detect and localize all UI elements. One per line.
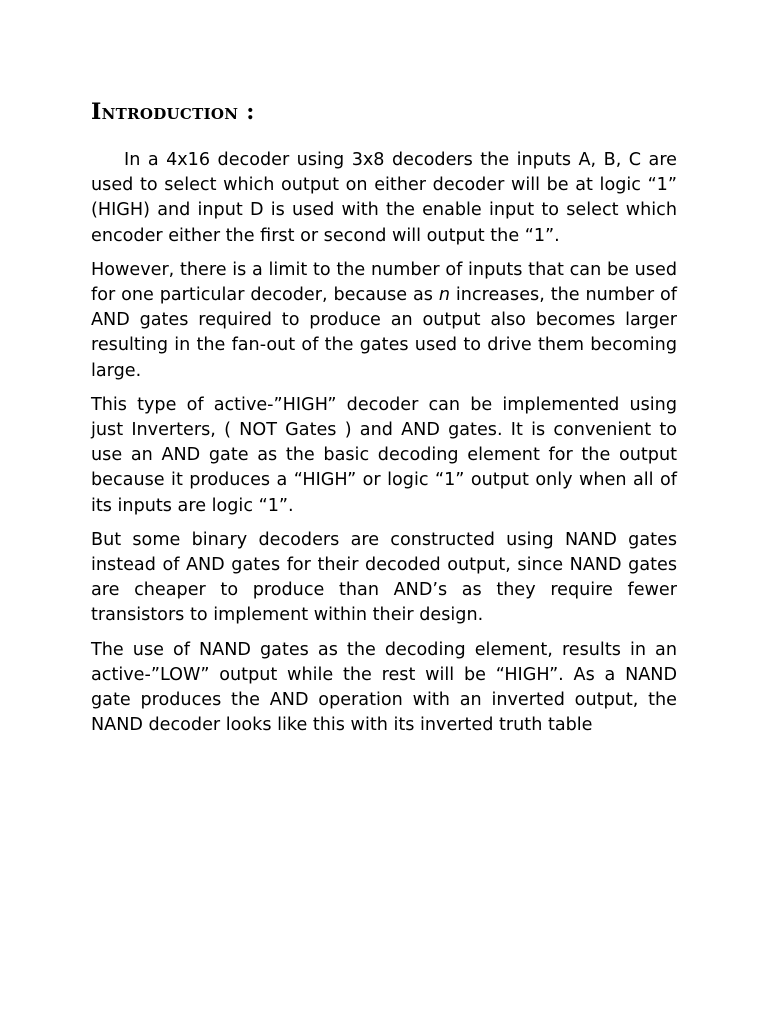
- paragraph-2-text-b: increases, the number of AND gates required to produce an output also becomes larger resulting in the fan-out of the gates used to drive them becoming large.: [91, 285, 678, 381]
- paragraph-1: In a 4x16 decoder using 3x8 decoders the inputs A, B, C are used to select which output on either decoder will be at logic “1” (HIGH) and input D is used with the enable input to select which encoder either the first or second will output the “1”.: [91, 150, 677, 246]
- paragraph-3: This type of active-”HIGH” decoder can be implemented using just Inverters, ( NOT Gates ) and AND gates. It is convenient to use an AND gate as the basic decoding element for the output because it produces a “HIGH” or logic “1” output only when all of its inputs are logic “1”.: [91, 394, 677, 516]
- paragraph-4: But some binary decoders are constructed using NAND gates instead of AND gates for their decoded output, since NAND gates are cheaper to produce than AND’s as they require fewer transistors to implement within their design.: [91, 529, 677, 626]
- section-heading: Introduction :: [91, 99, 255, 125]
- paragraph-5: The use of NAND gates as the decoding element, results in an active-”LOW” output while the rest will be “HIGH”. As a NAND gate produces the AND operation with an inverted output, the NAND decoder looks like this with its inverted truth table: [91, 639, 677, 736]
- paragraph-2: [91, 258, 677, 384]
- paragraph-2-italic-n: n: [438, 285, 450, 306]
- document-page: [91, 96, 677, 747]
- paragraph-2-text-a: However, there is a limit to the number of inputs that can be used for one particular decoder, because as: [91, 259, 677, 306]
